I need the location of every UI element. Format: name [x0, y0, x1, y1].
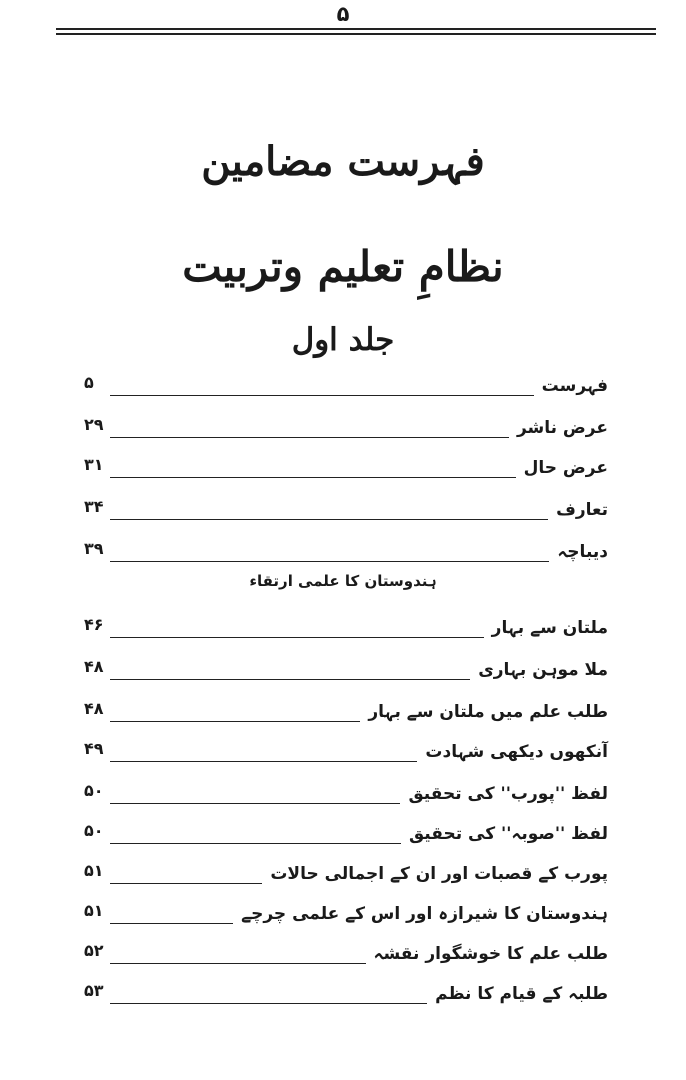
toc-entry-title: ملا موہن بہاری [478, 660, 608, 680]
toc-entry-title: آنکھوں دیکھی شہادت [425, 742, 608, 762]
toc-entry-page: ۵۱ [84, 901, 104, 920]
volume-label: جلد اول [291, 322, 395, 358]
toc-entry-title: طلب علم میں ملتان سے بہار [368, 702, 608, 722]
toc-entry [84, 650, 608, 684]
toc-entry-page: ۵۰ [84, 781, 104, 800]
toc-entry [84, 774, 608, 808]
leader-line [110, 923, 233, 924]
leader-line [110, 679, 470, 680]
leader-line [110, 721, 360, 722]
toc-entry-title: طلبہ کے قیام کا نظم [435, 984, 608, 1004]
toc-entry-title: ملتان سے بہار [491, 618, 608, 638]
toc-entry [84, 854, 608, 888]
book-title: نظامِ تعلیم وتربیت [182, 242, 504, 291]
toc-entry-page: ۳۴ [84, 497, 104, 516]
toc-entry-title: ہندوستان کا شیرازہ اور اس کے علمی چرچے [241, 904, 608, 924]
leader-line [110, 761, 417, 762]
toc-entry [84, 732, 608, 766]
toc-entry-page: ۳۹ [84, 539, 104, 558]
leader-line [110, 561, 549, 562]
toc-entry [84, 608, 608, 642]
toc-entry-page: ۴۸ [84, 657, 104, 676]
page-number: ۵ [336, 2, 350, 26]
leader-line [110, 395, 534, 396]
toc-entry-page: ۵۳ [84, 981, 104, 1000]
toc-entry-page: ۳۱ [84, 455, 104, 474]
toc-entry-title: طلب علم کا خوشگوار نقشہ [373, 944, 608, 964]
toc-entry-title: لفظ ''صوبہ'' کی تحقیق [408, 824, 608, 844]
toc-entry-page: ۴۹ [84, 739, 104, 758]
toc-entry-title: تعارف [556, 500, 608, 520]
toc-entry-title: دیباچہ [557, 542, 608, 562]
toc-entry [84, 366, 608, 400]
leader-line [110, 637, 484, 638]
toc-entry-page: ۴۸ [84, 699, 104, 718]
toc-entry [84, 692, 608, 726]
toc-entry [84, 408, 608, 442]
toc-entry-page: ۵۱ [84, 861, 104, 880]
toc-entry [84, 934, 608, 968]
toc-entry [84, 532, 608, 566]
leader-line [110, 883, 262, 884]
toc-entry [84, 814, 608, 848]
leader-line [110, 1003, 427, 1004]
leader-line [110, 843, 401, 844]
toc-entry [84, 448, 608, 482]
toc-entry [84, 974, 608, 1008]
toc-entry-page: ۲۹ [84, 415, 104, 434]
leader-line [110, 963, 366, 964]
leader-line [110, 519, 548, 520]
toc-entry-title: عرض حال [523, 458, 608, 478]
toc-entry [84, 490, 608, 524]
leader-line [110, 437, 509, 438]
toc-entry-page: ۵ [84, 373, 94, 392]
leader-line [110, 477, 516, 478]
toc-entry-title: لفظ ''پورب'' کی تحقیق [408, 784, 608, 804]
toc-entry-title: پورب کے قصبات اور ان کے اجمالی حالات [270, 864, 608, 884]
toc-entry-title: عرض ناشر [516, 418, 608, 438]
toc-entry [84, 894, 608, 928]
leader-line [110, 803, 400, 804]
toc-entry-title: فہرست [541, 376, 608, 396]
toc-entry-page: ۵۲ [84, 941, 104, 960]
toc-entry-page: ۵۰ [84, 821, 104, 840]
section-heading: ہندوستان کا علمی ارتقاء [249, 572, 437, 590]
page-title: فہرست مضامین [201, 138, 485, 185]
toc-entry-page: ۴۶ [84, 615, 104, 634]
